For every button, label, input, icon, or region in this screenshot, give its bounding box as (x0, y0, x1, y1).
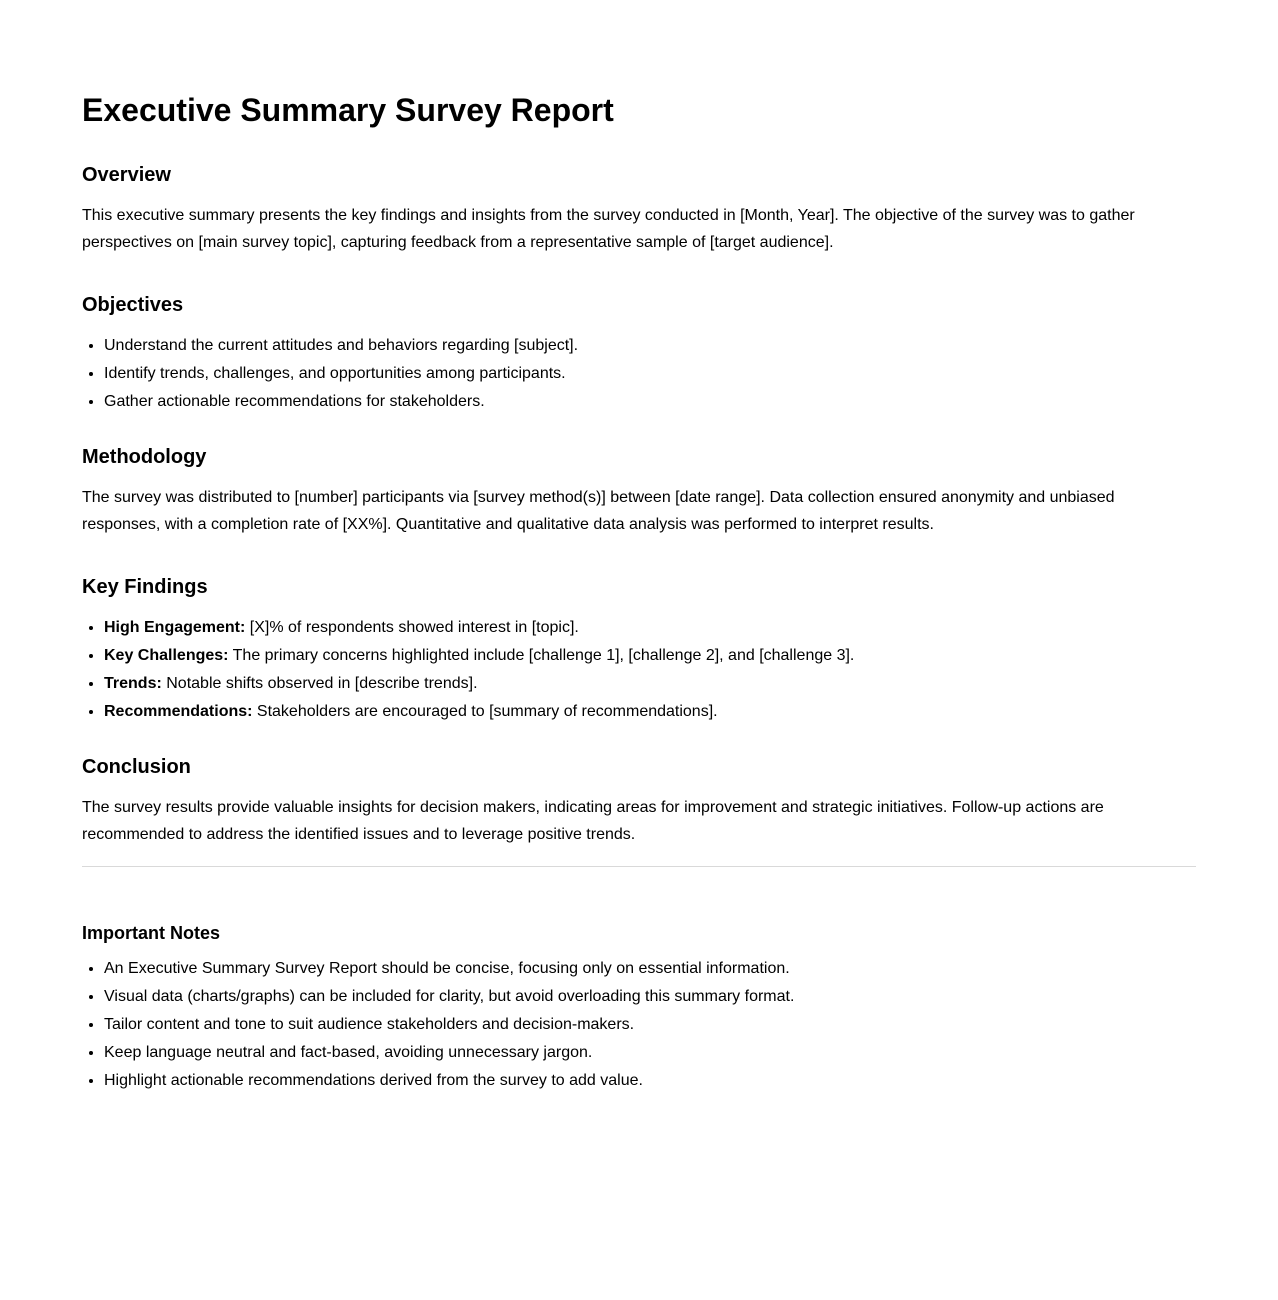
overview-heading: Overview (82, 164, 171, 186)
list-item: • Identify trends, challenges, and opportunities among participants. (104, 360, 1196, 388)
finding-text: [X]% of respondents showed interest in [topic]. (245, 619, 579, 636)
overview-text: This executive summary presents the key findings and insights from the survey conducted in [Month, Year]. The objective of the survey was to gather perspectives on [main survey topic], capturing feedback from a representative sample of [target audience]. (82, 207, 1135, 251)
notes-list (82, 955, 1196, 1095)
list-item (104, 670, 1196, 698)
page-title: Executive Summary Survey Report (82, 92, 614, 128)
section-divider (82, 866, 1196, 867)
list-item: • An Executive Summary Survey Report should be concise, focusing only on essential information. (104, 955, 1196, 983)
notes-section (82, 921, 1196, 1095)
list-item: • Understand the current attitudes and behaviors regarding [subject]. (104, 332, 1196, 360)
list-item (104, 642, 1196, 670)
methodology-heading: Methodology (82, 446, 207, 468)
finding-text: The primary concerns highlighted include [challenge 1], [challenge 2], and [challenge 3]. (228, 647, 855, 664)
methodology-section (82, 444, 1196, 538)
finding-label: Recommendations: (104, 703, 253, 720)
conclusion-heading: Conclusion (82, 756, 191, 778)
list-item (104, 614, 1196, 642)
objectives-heading: Objectives (82, 294, 184, 316)
key-findings-list (82, 614, 1196, 726)
finding-text: Stakeholders are encouraged to [summary of recommendations]. (252, 703, 718, 720)
list-item (104, 698, 1196, 726)
objectives-list (82, 332, 1196, 416)
list-item: • Keep language neutral and fact-based, avoiding unnecessary jargon. (104, 1039, 1196, 1067)
list-item: • Visual data (charts/graphs) can be included for clarity, but avoid overloading this summary format. (104, 983, 1196, 1011)
methodology-text: The survey was distributed to [number] participants via [survey method(s)] between [date range]. Data collection ensured anonymity and unbiased responses, with a completion rate of [XX%]. Quantitative and qualitative data analysis was performed to interpret results. (82, 489, 1115, 533)
key-findings-section (82, 574, 1196, 726)
finding-text: Notable shifts observed in [describe trends]. (161, 675, 478, 692)
list-item: • Gather actionable recommendations for stakeholders. (104, 388, 1196, 416)
key-findings-heading: Key Findings (82, 576, 208, 598)
overview-section (82, 162, 1196, 256)
conclusion-text: The survey results provide valuable insights for decision makers, indicating areas for improvement and strategic initiatives. Follow-up actions are recommended to address the identified issues and to leverage positive trends. (82, 799, 1104, 843)
conclusion-section (82, 754, 1196, 848)
list-item: • Highlight actionable recommendations derived from the survey to add value. (104, 1067, 1196, 1095)
notes-heading: Important Notes (82, 923, 221, 943)
objectives-section (82, 292, 1196, 416)
finding-label: Key Challenges: (104, 647, 229, 664)
list-item: • Tailor content and tone to suit audience stakeholders and decision-makers. (104, 1011, 1196, 1039)
finding-label: Trends: (104, 675, 162, 692)
finding-label: High Engagement: (104, 619, 246, 636)
